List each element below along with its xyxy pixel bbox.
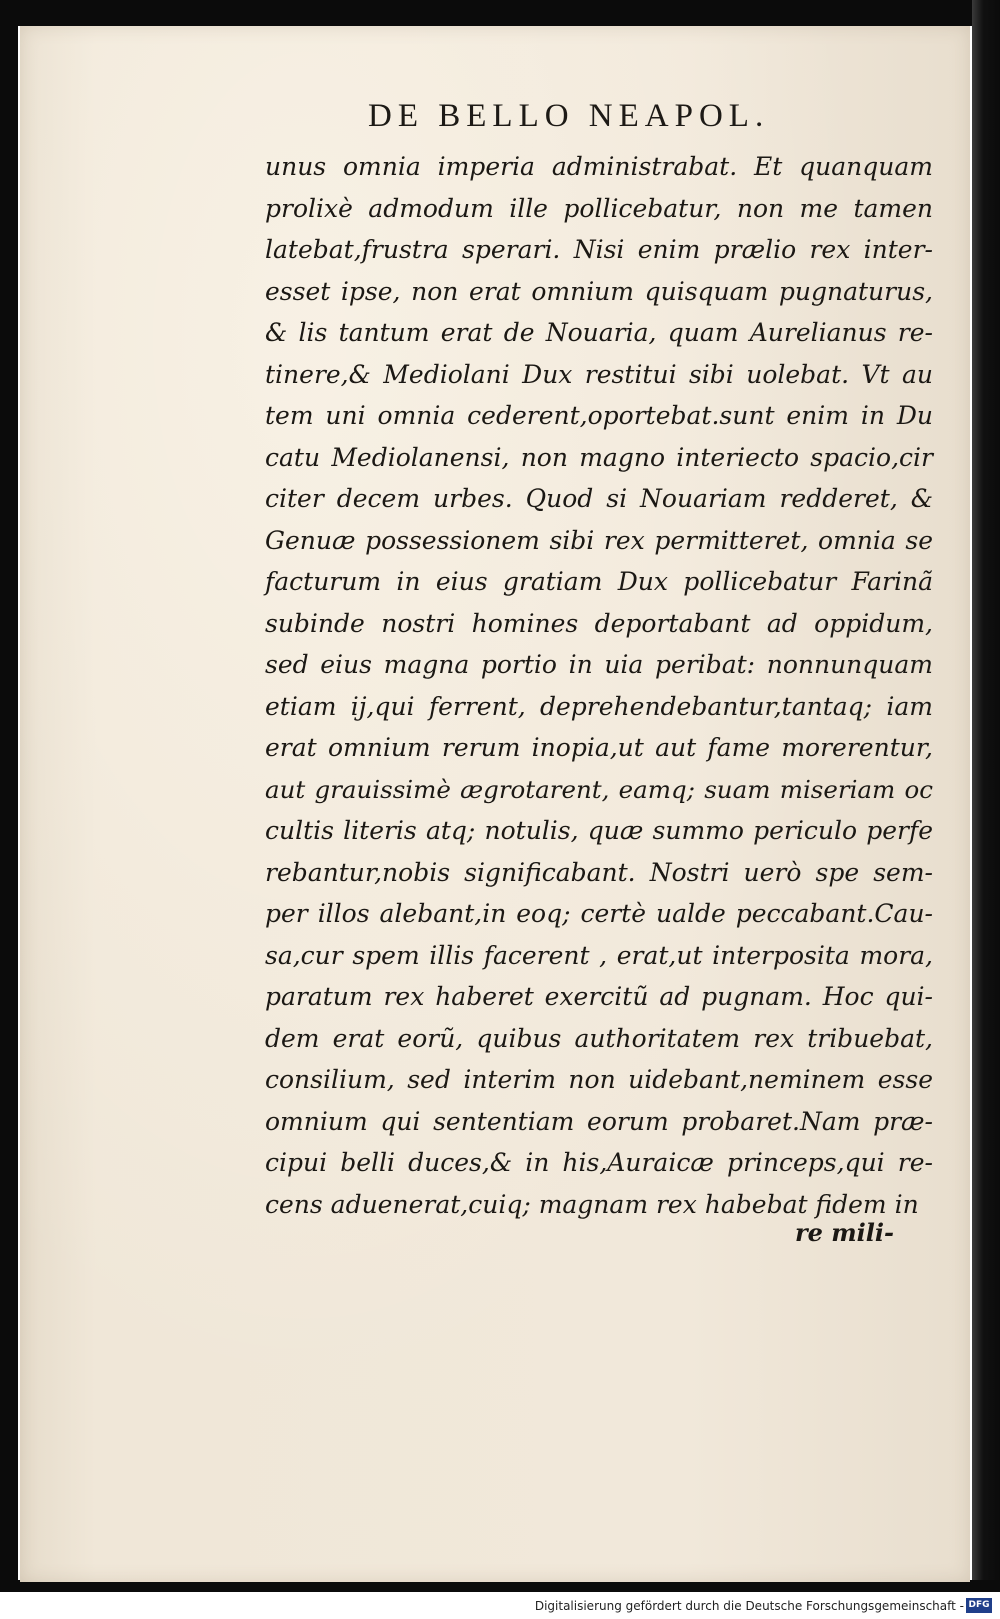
text-line: cipui belli duces,& in his,Auraicæ princeps,qui re- [265,1148,933,1177]
catchword: re mili- [795,1218,894,1247]
text-line: sed eius magna portio in uia peribat: nonnunquam [265,650,933,679]
text-line: cultis literis atq; notulis, quæ summo periculo perfe [265,816,933,845]
text-line: consilium, sed interim non uidebant,neminem esse [265,1065,933,1094]
running-head: DE BELLO NEAPOL. [368,98,770,134]
text-line: catu Mediolanensi, non magno interiecto spacio,cir [265,442,933,472]
footer-credit: Digitalisierung gefördert durch die Deutsche Forschungsgemeinschaft - [534,1599,964,1613]
scan-border-top [0,0,1000,26]
text-line: & lis tantum erat de Nouaria, quam Aurelianus re- [265,318,933,347]
text-line: tem uni omnia cederent,oportebat.sunt enim in Du [265,401,933,430]
text-line: dem erat eorũ, quibus authoritatem rex tribuebat, [265,1023,933,1053]
text-line: aut grauissimè ægrotarent, eamq; suam miseriam oc [265,774,933,804]
text-line: omnium qui sententiam eorum probaret.Nam præ- [265,1106,933,1136]
text-line: cens aduenerat,cuiq; magnam rex habebat fidem in [265,1189,919,1219]
text-line: Genuæ possessionem sibi rex permitteret, omnia se [265,525,933,555]
text-line: subinde nostri homines deportabant ad oppidum, [265,608,933,638]
body-text [265,146,933,1225]
text-line: unus omnia imperia administrabat. Et quanquam [265,152,933,181]
text-line: tinere,& Mediolani Dux restitui sibi uolebat. Vt au [265,359,933,389]
text-line: facturum in eius gratiam Dux pollicebatur Farinã [265,567,933,596]
text-line: rebantur,nobis significabant. Nostri uerò spe sem- [265,857,933,887]
text-line: prolixè admodum ille pollicebatur, non me tamen [265,193,933,223]
dfg-logo: DFG [966,1598,992,1613]
scan-border-left [0,0,18,1590]
text-line: esset ipse, non erat omnium quisquam pugnaturus, [265,276,933,306]
text-line: erat omnium rerum inopia,ut aut fame morerentur, [265,733,933,762]
text-line: paratum rex haberet exercitũ ad pugnam. Hoc qui- [265,982,933,1011]
text-line: citer decem urbes. Quod si Nouariam redderet, & [265,484,933,513]
text-line: per illos alebant,in eoq; certè ualde peccabant.Cau- [265,899,933,928]
text-line: sa,cur spem illis facerent , erat,ut interposita mora, [265,940,933,970]
text-line: etiam ij,qui ferrent, deprehendebantur,tantaq; iam [265,691,933,721]
text-line: latebat,frustra sperari. Nisi enim prælio rex inter- [265,235,933,264]
scan-border-right [972,0,1000,1590]
